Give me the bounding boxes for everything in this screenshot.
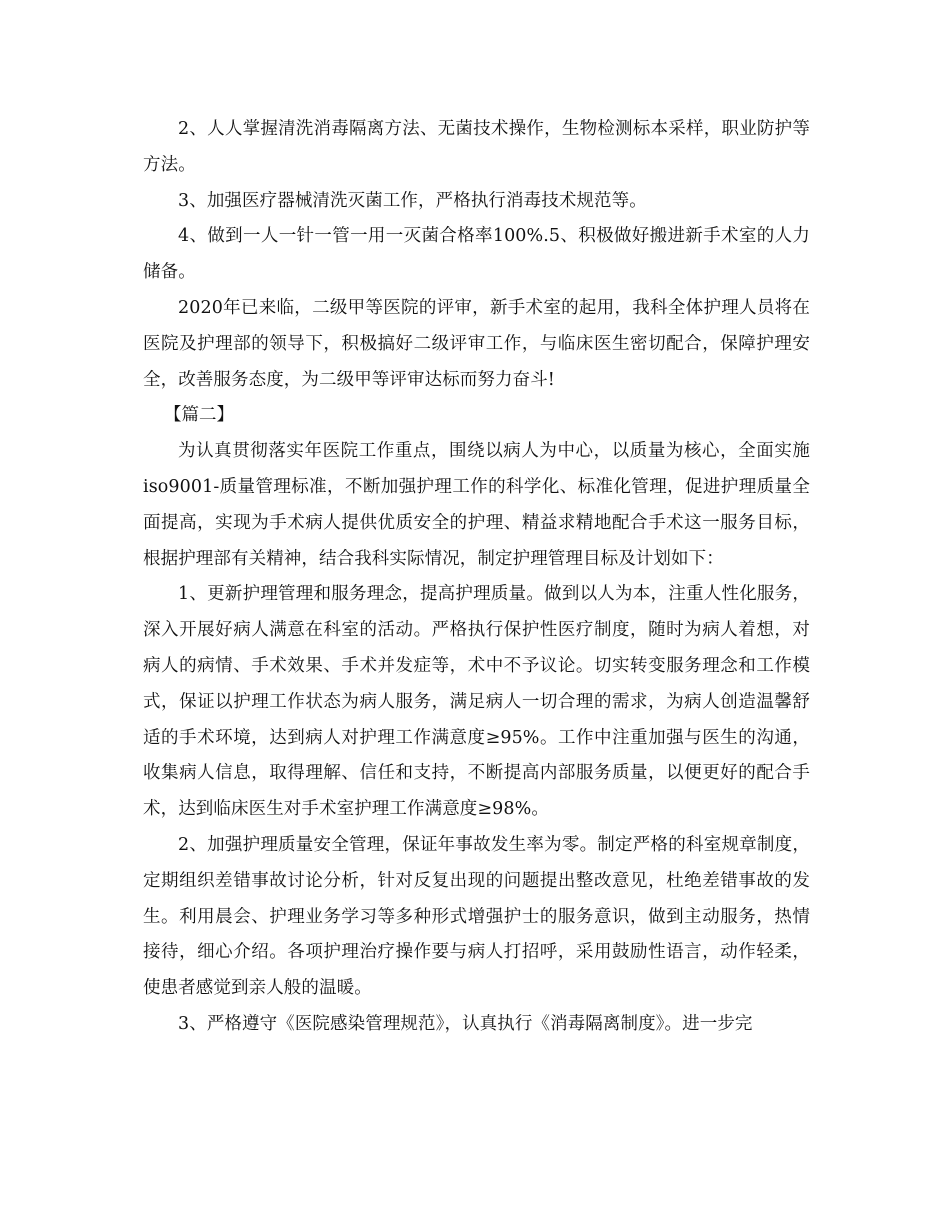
- document-body: [143, 112, 810, 1043]
- paragraph-item-3: 3、加强医疗器械清洗灭菌工作，严格执行消毒技术规范等。: [178, 190, 647, 211]
- section-heading: 【篇二】: [164, 405, 234, 426]
- paragraph-point-1: 1、更新护理管理和服务理念，提高护理质量。做到以人为本，注重人性化服务，深入开展好病人满意在科室的活动。严格执行保护性医疗制度，随时为病人着想，对病人的病情、手术效果、手术并发症等，术中不予议论。切实转变服务理念和工作模式，保证以护理工作状态为病人服务，满足病人一切合理的需求，为病人创造温馨舒适的手术环境，达到病人对护理工作满意度≥95%。工作中注重加强与医生的沟通，收集病人信息，取得理解、信任和支持，不断提高内部服务质量，以便更好的配合手术，达到临床医生对手术室护理工作满意度≥98%。: [143, 584, 810, 820]
- paragraph-point-2: 2、加强护理质量安全管理，保证年事故发生率为零。制定严格的科室规章制度，定期组织差错事故讨论分析，针对反复出现的问题提出整改意见，杜绝差错事故的发生。利用晨会、护理业务学习等多种形式增强护士的服务意识，做到主动服务，热情接待，细心介绍。各项护理治疗操作要与病人打招呼，采用鼓励性语言，动作轻柔，使患者感觉到亲人般的温暖。: [143, 834, 810, 999]
- paragraph-item-4: 4、做到一人一针一管一用一灭菌合格率100%.5、积极做好搬进新手术室的人力储备。: [143, 226, 810, 283]
- paragraph-point-3: 3、严格遵守《医院感染管理规范》，认真执行《消毒隔离制度》。进一步完: [178, 1013, 753, 1034]
- paragraph-conclusion: 2020年已来临，二级甲等医院的评审，新手术室的起用，我科全体护理人员将在医院及护理部的领导下，积极搞好二级评审工作，与临床医生密切配合，保障护理安全，改善服务态度，为二级甲等评审达标而努力奋斗!: [143, 297, 810, 390]
- paragraph-item-2: 2、人人掌握清洗消毒隔离方法、无菌技术操作，生物检测标本采样，职业防护等方法。: [143, 119, 810, 175]
- paragraph-intro: 为认真贯彻落实年医院工作重点，围绕以病人为中心，以质量为核心，全面实施iso9001-质量管理标准，不断加强护理工作的科学化、标准化管理，促进护理质量全面提高，实现为手术病人提供优质安全的护理、精益求精地配合手术这一服务目标，根据护理部有关精神，结合我科实际情况，制定护理管理目标及计划如下：: [143, 441, 810, 569]
